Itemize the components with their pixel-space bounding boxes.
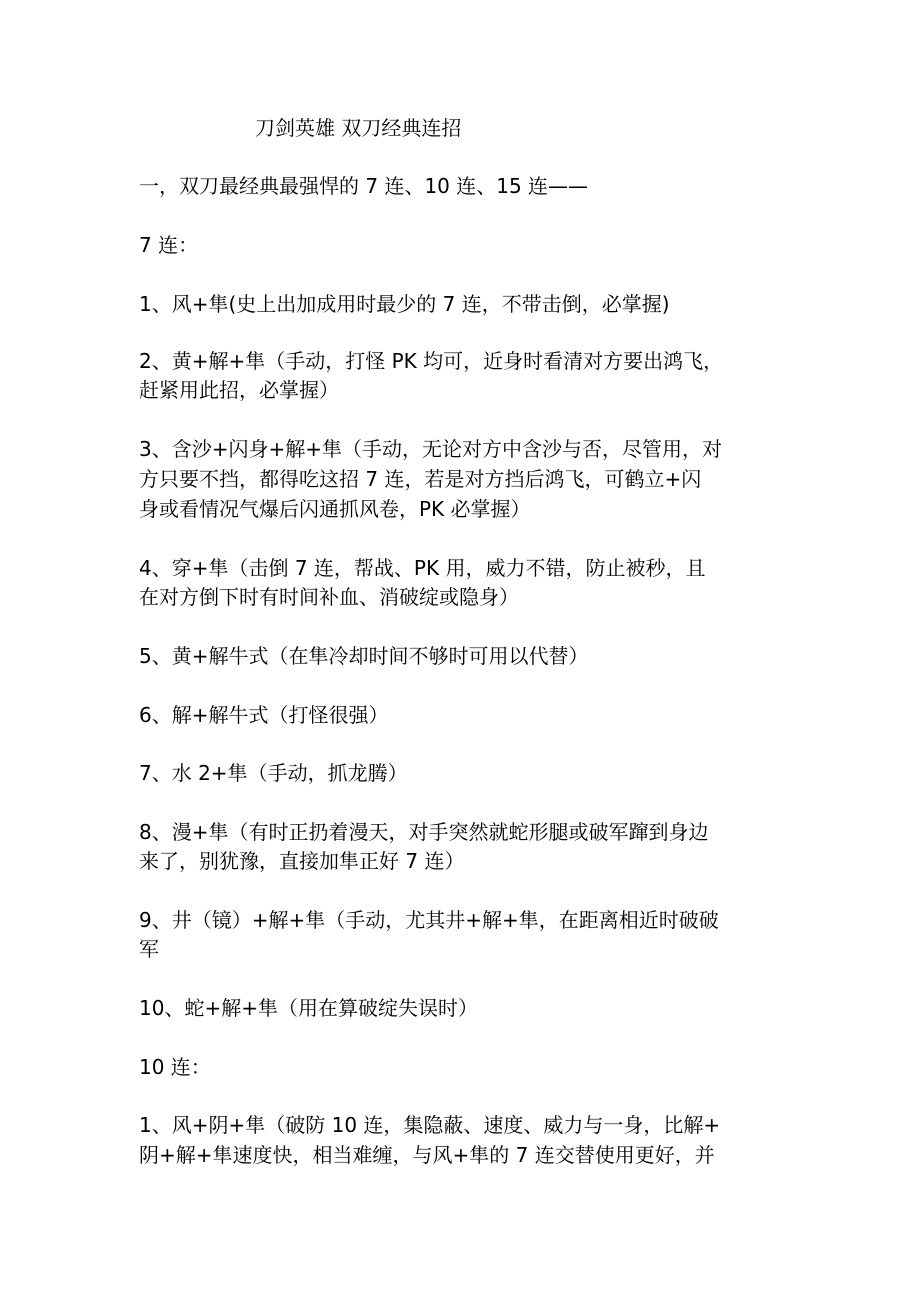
section-heading-10-combo: 10 连：	[139, 1055, 211, 1079]
combo-item-2-line-1: 2、黄+解+隼（手动，打怪 PK 均可，近身时看清对方要出鸿飞，	[139, 349, 724, 373]
combo-item-3-line-3: 身或看情况气爆后闪通抓风卷，PK 必掌握）	[139, 497, 531, 521]
document-title: 刀剑英雄 双刀经典连招	[255, 116, 462, 140]
section-heading-7-combo: 7 连：	[139, 233, 199, 257]
combo-item-10: 10、蛇+解+隼（用在算破绽失误时）	[139, 996, 478, 1020]
combo-item-7: 7、水 2+隼（手动，抓龙腾）	[139, 761, 408, 785]
combo-item-2-line-2: 赶紧用此招，必掌握）	[139, 378, 339, 402]
combo-item-8-line-2: 来了，别犹豫，直接加隼正好 7 连）	[139, 849, 465, 873]
combo-item-9-line-1: 9、井（镜）+解+隼（手动，尤其井+解+隼，在距离相近时破破	[139, 908, 719, 932]
combo-item-1: 1、风+隼(史上出加成用时最少的 7 连，不带击倒，必掌握)	[139, 292, 670, 316]
ten-combo-item-1-line-1: 1、风+阴+隼（破防 10 连，集隐蔽、速度、威力与一身，比解+	[139, 1113, 721, 1137]
combo-item-5: 5、黄+解牛式（在隼冷却时间不够时可用以代替）	[139, 644, 589, 668]
combo-item-8-line-1: 8、漫+隼（有时正扔着漫天，对手突然就蛇形腿或破军蹿到身边	[139, 820, 709, 844]
combo-item-9-line-2: 军	[139, 937, 159, 961]
combo-item-4-line-2: 在对方倒下时有时间补血、消破绽或隐身）	[139, 585, 519, 609]
combo-item-6: 6、解+解牛式（打怪很强）	[139, 703, 389, 727]
combo-item-4-line-1: 4、穿+隼（击倒 7 连，帮战、PK 用，威力不错，防止被秒，且	[139, 556, 706, 580]
ten-combo-item-1-line-2: 阴+解+隼速度快，相当难缠，与风+隼的 7 连交替使用更好，并	[139, 1143, 715, 1167]
combo-item-3-line-2: 方只要不挡，都得吃这招 7 连，若是对方挡后鸿飞，可鹤立+闪	[139, 467, 702, 491]
combo-item-3-line-1: 3、含沙+闪身+解+隼（手动，无论对方中含沙与否，尽管用，对	[139, 437, 722, 461]
intro-line: 一，双刀最经典最强悍的 7 连、10 连、15 连——	[139, 174, 589, 198]
